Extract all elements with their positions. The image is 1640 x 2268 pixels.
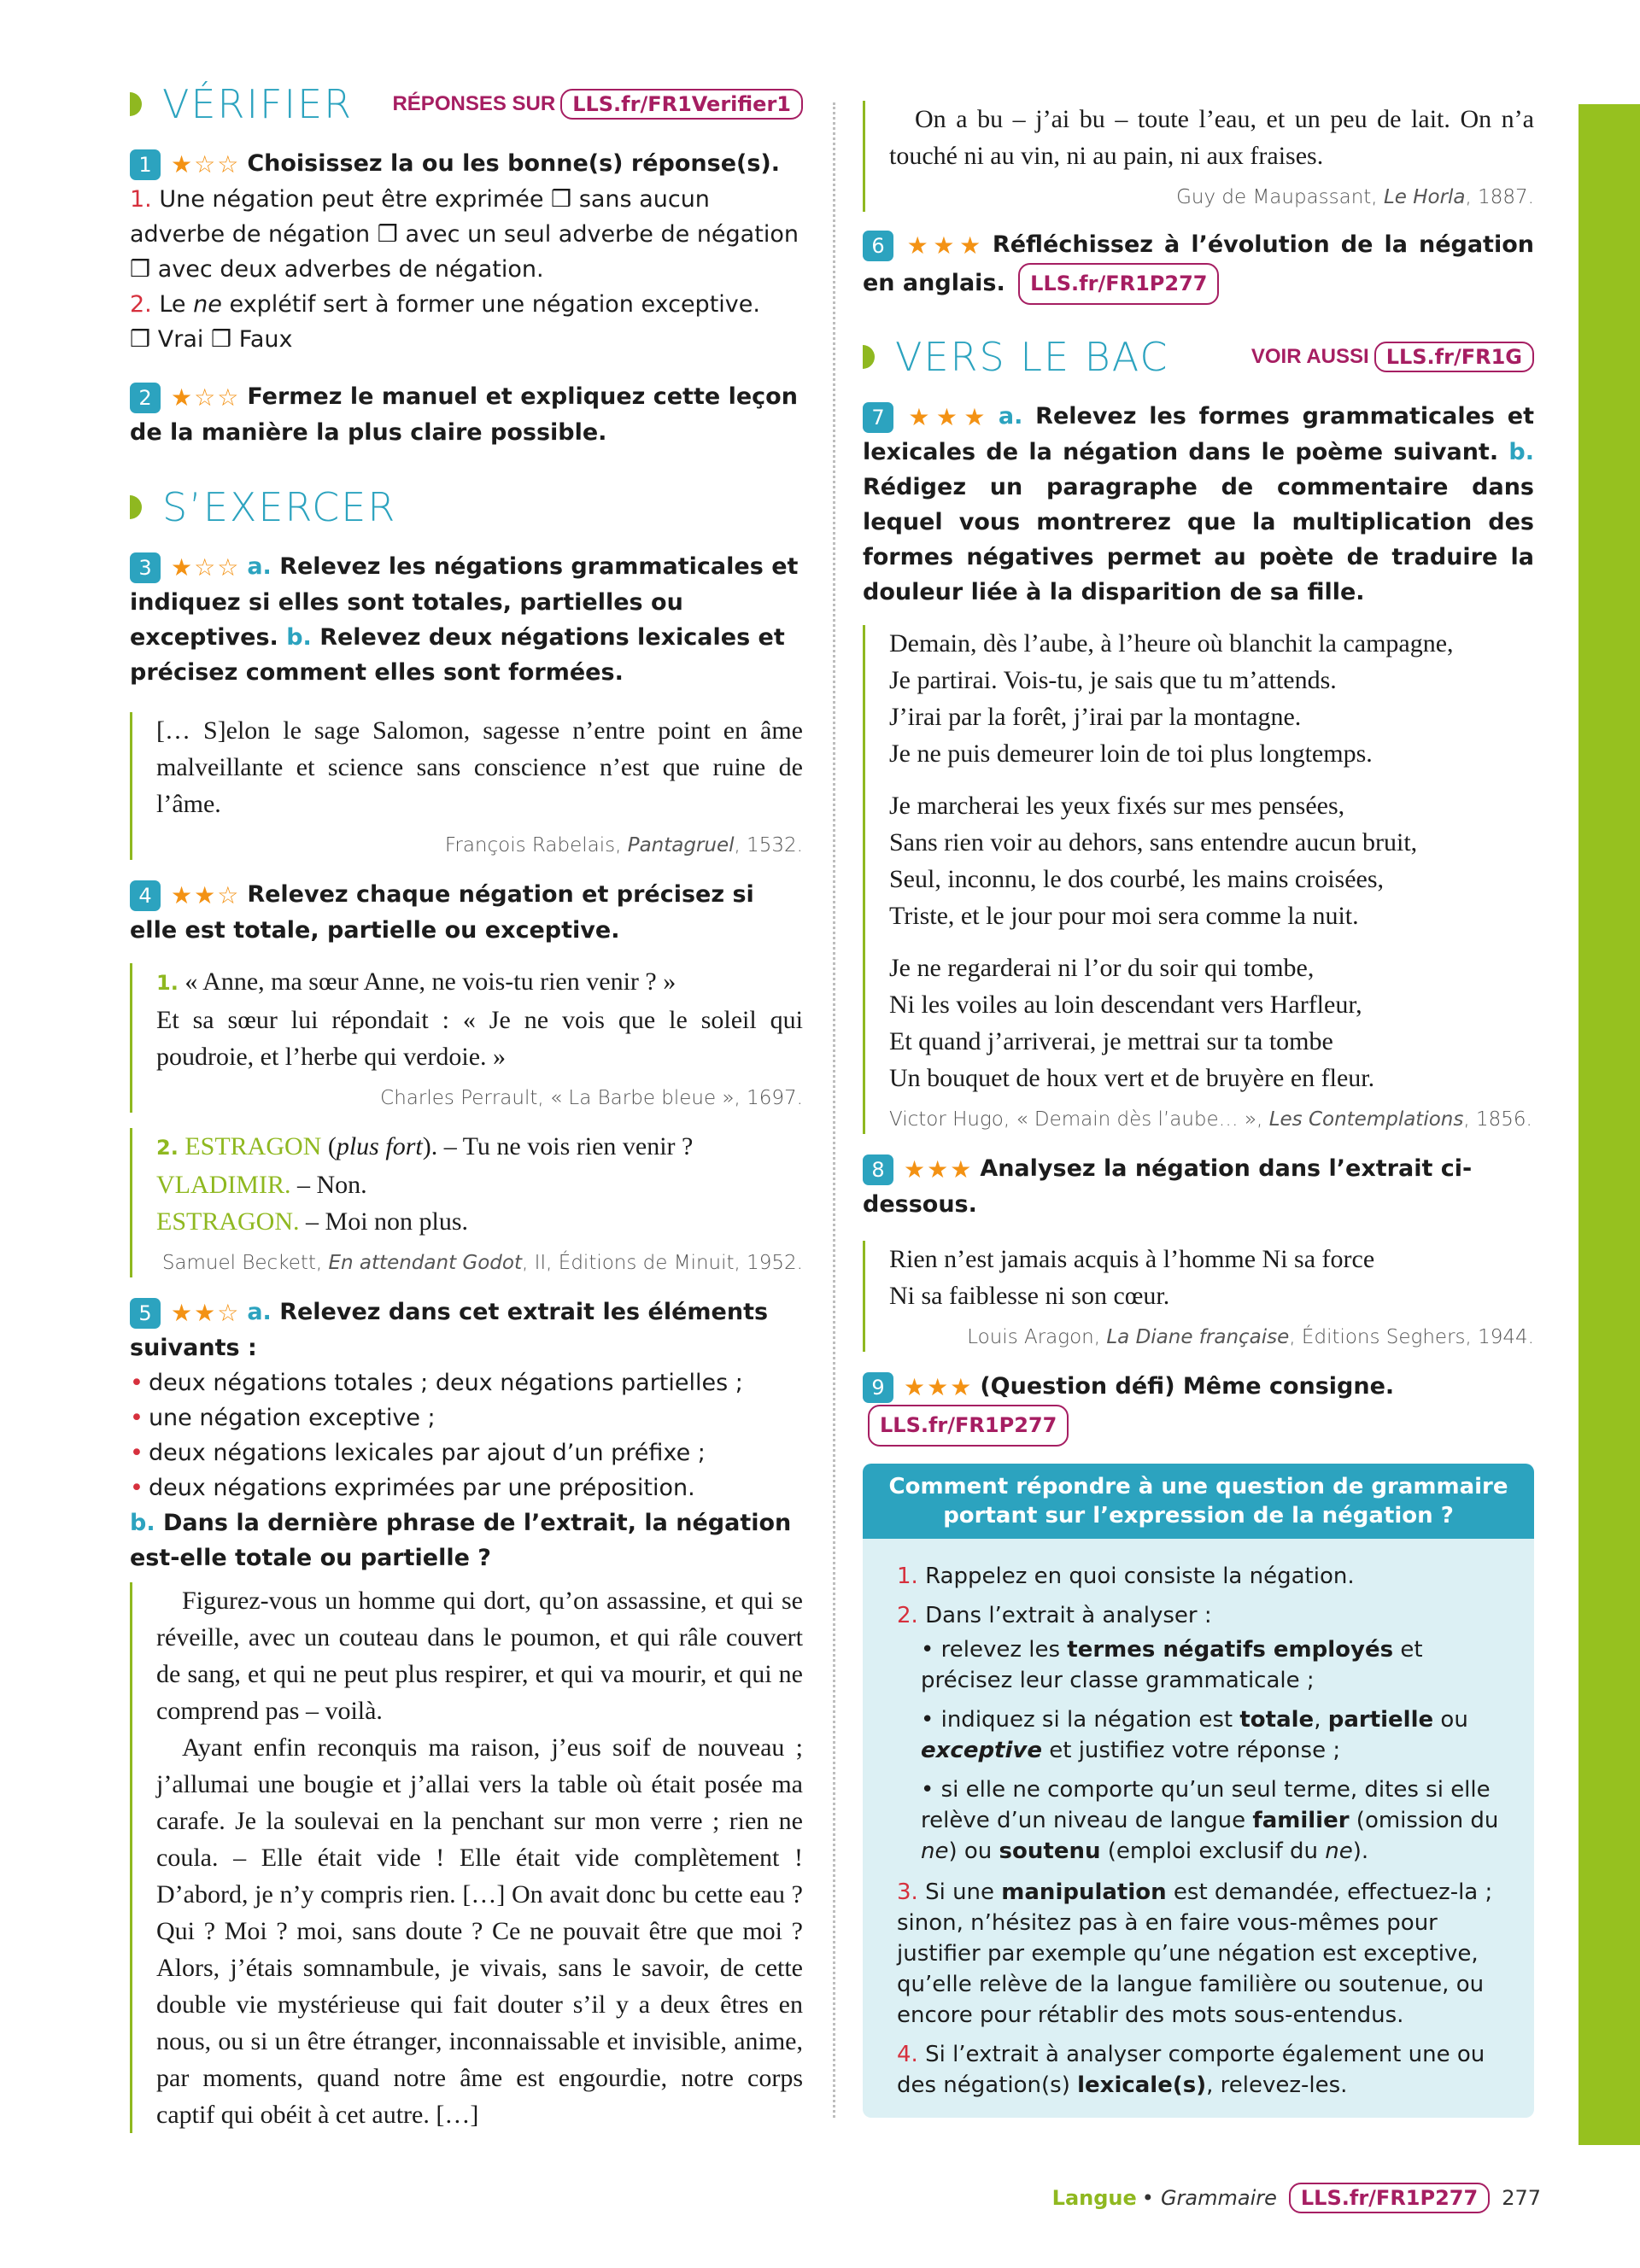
method-step: 1. Rappelez en quoi consiste la négation. <box>897 1564 1355 1589</box>
excerpt-source: Samuel Beckett, En attendant Godot, II, Éditions de Minuit, 1952. <box>161 1252 803 1274</box>
answers-link-group <box>392 89 803 120</box>
exercise-number: 7 <box>863 402 893 433</box>
difficulty-stars-icon: ★☆☆ <box>171 553 241 582</box>
exercise-5 <box>130 1295 803 2133</box>
excerpt-paragraph: Figurez-vous un homme qui dort, qu’on assassine, et qui se réveille, avec un couteau dans le poumon, et qui râle couvert de sang, et qui ne peut plus respirer, et qui va mourir, et qui ne comprend pas – voilà. <box>156 1587 803 1725</box>
answers-label: RÉPONSES SUR <box>392 92 556 115</box>
footer-separator: • <box>1141 2186 1154 2210</box>
question-number: 1. <box>130 186 152 213</box>
excerpt-rabelais <box>130 712 803 860</box>
section-title: VERS LE BAC <box>895 334 1169 380</box>
excerpt-text: ). – Tu ne vois rien venir ? <box>422 1132 694 1160</box>
section-title: VÉRIFIER <box>162 81 354 127</box>
page-number: 277 <box>1502 2186 1541 2210</box>
difficulty-stars-icon: ★★★ <box>904 1155 974 1184</box>
question-text-em: ne <box>193 291 222 318</box>
exercise-number: 9 <box>863 1372 893 1403</box>
poem-stanza: Je ne regarderai ni l’or du soir qui tombe, Ni les voiles au loin descendant vers Harfleur, Et quand j’arriverai, je mettrai sur ta tombe Un bouquet de houx vert et de bruyère en fleur. <box>889 954 1375 1092</box>
excerpt-text: « Anne, ma sœur Anne, ne vois-tu rien venir ? » <box>184 967 676 996</box>
excerpt-paragraph: On a bu – j’ai bu – toute l’eau, et un peu de lait. On n’a touché ni au vin, ni au pain, ni aux fraises. <box>889 105 1534 170</box>
list-item: • si elle ne comporte qu’un seul terme, dites si elle relève d’un niveau de langue familier (omission du ne) ou soutenu (emploi exclusif du ne). <box>921 1777 1499 1864</box>
question-text: explétif sert à former une négation exceptive. <box>229 291 760 318</box>
section-marker-icon <box>130 495 142 519</box>
method-step: 4. Si l’extrait à analyser comporte également une ou des négation(s) lexicale(s), relevez-les. <box>897 2042 1485 2098</box>
exercise-title: Relevez les négations grammaticales et indiquez si elles sont totales, partielles ou exceptives. <box>130 553 799 651</box>
excerpt-beckett: 2. ESTRAGON (plus fort). – Tu ne vois rien venir ? VLADIMIR. – Non. ESTRAGON. – Moi non plus. Samuel Beckett, En attendant Godot, II, Éditions de Minuit, 1952. <box>130 1128 803 1277</box>
list-item: • relevez les termes négatifs employés et précisez leur classe grammaticale ; <box>921 1637 1423 1693</box>
exercise-number: 6 <box>863 231 893 261</box>
section-verifier <box>130 81 803 127</box>
exercise-title: Choisissez la ou les bonne(s) réponse(s). <box>247 150 781 177</box>
excerpt-source: Guy de Maupassant, Le Horla, 1887. <box>1176 186 1534 208</box>
exercise-title: (Question défi) Même consigne. <box>980 1373 1395 1400</box>
exercise-6 <box>863 227 1534 305</box>
excerpt-text: – Non. <box>297 1171 367 1199</box>
exercise-number: 8 <box>863 1154 893 1185</box>
speaker-name: VLADIMIR. <box>156 1171 291 1199</box>
exercise-7 <box>863 399 1534 1134</box>
part-label: b. <box>286 624 312 651</box>
answers-link[interactable]: LLS.fr/FR1Verifier1 <box>560 89 803 120</box>
exercise-title: Relevez deux négations lexicales et précisez comment elles sont formées. <box>130 624 785 686</box>
method-box-title: Comment répondre à une question de grammaire portant sur l’expression de la négation ? <box>863 1464 1534 1539</box>
difficulty-stars-icon: ★★★ <box>904 231 986 260</box>
footer-subject: Langue <box>1051 2186 1137 2210</box>
exercise-2 <box>130 379 803 450</box>
speaker-name: ESTRAGON <box>184 1132 322 1160</box>
exercise-title: Relevez les formes grammaticales et lexicales de la négation dans le poème suivant. <box>863 403 1534 465</box>
section-title: S’EXERCER <box>162 484 397 530</box>
method-step: 2. Dans l’extrait à analyser : <box>897 1603 1212 1628</box>
exercise-1 <box>130 146 803 357</box>
excerpt-number: 1. <box>156 971 179 995</box>
difficulty-stars-icon: ★★★ <box>904 403 992 431</box>
list-item: • deux négations totales ; deux négations partielles ; <box>130 1370 743 1396</box>
exercise-number: 2 <box>130 383 161 413</box>
section-vers-le-bac <box>863 334 1534 380</box>
excerpt-text: Ni sa faiblesse ni son cœur. <box>889 1282 1170 1310</box>
excerpt-maupassant-continued <box>863 101 1534 212</box>
excerpt-text: – Moi non plus. <box>306 1207 469 1236</box>
exercise-title: Fermez le manuel et expliquez cette leçon de la manière la plus claire possible. <box>130 383 798 446</box>
speaker-name: ESTRAGON. <box>156 1207 300 1236</box>
method-box <box>863 1464 1534 2118</box>
question-number: 2. <box>130 291 152 318</box>
difficulty-stars-icon: ★★★ <box>904 1373 974 1401</box>
exercise-title: Rédigez un paragraphe de commentaire dans lequel vous montrerez que la multiplication des formes négatives permet au poète de traduire la douleur liée à la disparition de sa fille. <box>863 474 1534 605</box>
exercise-number: 1 <box>130 149 161 180</box>
exercise-title: Analysez la négation dans l’extrait ci-dessous. <box>863 1155 1473 1218</box>
excerpt-source: Louis Aragon, La Diane française, Éditions Seghers, 1944. <box>967 1326 1534 1348</box>
excerpt-aragon <box>863 1241 1534 1352</box>
poem-hugo <box>863 625 1534 1134</box>
page-edge-bar <box>1578 104 1640 2145</box>
difficulty-stars-icon: ★☆☆ <box>171 150 241 178</box>
poem-stanza: Je marcherai les yeux fixés sur mes pensées, Sans rien voir au dehors, sans entendre aucun bruit, Seul, inconnu, le dos courbé, les mains croisées, Triste, et le jour pour moi sera comme la nuit. <box>889 792 1418 930</box>
section-marker-icon <box>863 345 875 369</box>
exercise-title: Relevez chaque négation et précisez si elle est totale, partielle ou exceptive. <box>130 881 754 944</box>
left-column <box>130 81 803 2150</box>
page-footer <box>1052 2183 1541 2213</box>
stage-direction: plus fort <box>336 1132 423 1160</box>
part-label: a. <box>247 553 272 580</box>
list-item: • indiquez si la négation est totale, partielle ou exceptive et justifiez votre réponse ; <box>921 1707 1468 1763</box>
part-label: a. <box>998 403 1023 430</box>
question-text: Le <box>159 291 186 318</box>
excerpt-source: Victor Hugo, « Demain dès l’aube… », Les Contemplations, 1856. <box>889 1108 1532 1131</box>
difficulty-stars-icon: ★★☆ <box>171 1299 241 1327</box>
exercise-3 <box>130 549 803 860</box>
column-divider <box>833 102 835 2118</box>
excerpt-text: Et sa sœur lui répondait : « Je ne vois que le soleil qui poudroie, et l’herbe qui verdoie. » <box>156 1006 803 1071</box>
see-also-label: VOIR AUSSI <box>1250 345 1369 368</box>
exercise-link[interactable]: LLS.fr/FR1P277 <box>1018 263 1219 305</box>
excerpt-source: Charles Perrault, « La Barbe bleue », 1697. <box>380 1087 803 1109</box>
section-marker-icon <box>130 92 142 116</box>
excerpt-perrault <box>130 963 803 1113</box>
exercise-title: Dans la dernière phrase de l’extrait, la négation est-elle totale ou partielle ? <box>130 1510 792 1571</box>
part-label: b. <box>130 1510 155 1536</box>
difficulty-stars-icon: ★☆☆ <box>171 383 241 412</box>
footer-link[interactable]: LLS.fr/FR1P277 <box>1289 2183 1490 2213</box>
see-also-link[interactable]: LLS.fr/FR1G <box>1374 342 1534 372</box>
exercise-title: Réfléchissez à l’évolution de la négation en anglais. <box>863 231 1534 296</box>
part-label: b. <box>1508 439 1534 465</box>
exercise-4 <box>130 877 803 1277</box>
exercise-8 <box>863 1151 1534 1352</box>
method-substeps <box>897 1634 1500 1867</box>
see-also-group <box>1251 342 1534 372</box>
excerpt-maupassant <box>130 1582 803 2133</box>
right-column <box>863 101 1534 2118</box>
excerpt-number: 2. <box>156 1136 179 1160</box>
footer-section: Grammaire <box>1160 2186 1277 2210</box>
true-false-options[interactable]: ❒ Vrai ❒ Faux <box>130 326 293 353</box>
excerpt-text: [… S]elon le sage Salomon, sagesse n’entre point en âme malveillante et science sans conscience n’est que ruine de l’âme. <box>156 716 803 818</box>
excerpt-paragraph: Ayant enfin reconquis ma raison, j’eus soif de nouveau ; j’allumai une bougie et j’allai vers la table où était posée ma carafe. Je la soulevai en la penchant sur mon verre ; rien ne coula. – Elle était vide ! Elle était vide complètement ! D’abord, je n’y compris rien. […] On avait donc bu cette eau ? Qui ? Moi ? moi, sans doute ? Ce ne pouvait être que moi ? Alors, j’étais somnambule, je vivais, sans le savoir, de cette double vie mystérieuse qui fait douter s’il y a deux êtres en nous, ou si un être étranger, inconnaissable et invisible, anime, par moments, quand notre âme est engourdie, notre corps captif qui obéit à cet autre. […] <box>156 1733 803 2129</box>
exercise-number: 5 <box>130 1298 161 1329</box>
exercise-link[interactable]: LLS.fr/FR1P277 <box>868 1405 1069 1447</box>
excerpt-text: Rien n’est jamais acquis à l’homme Ni sa force <box>889 1245 1375 1273</box>
exercise-number: 4 <box>130 880 161 911</box>
poem-stanza: Demain, dès l’aube, à l’heure où blanchit la campagne, Je partirai. Vois-tu, je sais que tu m’attends. J’irai par la forêt, j’irai par la montagne. Je ne puis demeurer loin de toi plus longtemps. <box>889 629 1454 768</box>
excerpt-source: François Rabelais, Pantagruel, 1532. <box>444 834 803 856</box>
method-step: 3. Si une manipulation est demandée, effectuez-la ; sinon, n’hésitez pas à en faire vous-mêmes pour justifier par exemple qu’une négation est exceptive, qu’elle relève de la langue familière ou soutenue, ou encore pour rétablir des mots sous-entendus. <box>897 1879 1493 2028</box>
list-item: • deux négations lexicales par ajout d’un préfixe ; <box>130 1440 706 1466</box>
exercise-number: 3 <box>130 552 161 583</box>
exercise-title: Relevez dans cet extrait les éléments suivants : <box>130 1299 769 1361</box>
part-label: a. <box>247 1299 272 1325</box>
exercise-9 <box>863 1369 1534 1447</box>
question-text: Une négation peut être exprimée ❒ sans aucun adverbe de négation ❒ avec un seul adverbe de négation ❒ avec deux adverbes de négation. <box>130 186 799 283</box>
list-item: • une négation exceptive ; <box>130 1405 436 1431</box>
difficulty-stars-icon: ★★☆ <box>171 881 241 909</box>
list-item: • deux négations exprimées par une préposition. <box>130 1475 695 1501</box>
section-exercer <box>130 484 803 530</box>
